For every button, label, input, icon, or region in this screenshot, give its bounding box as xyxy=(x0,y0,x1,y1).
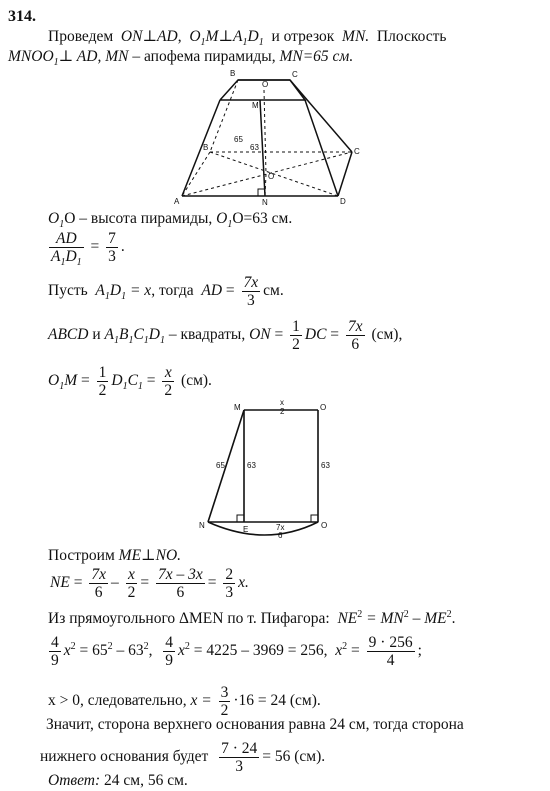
label-a: A xyxy=(174,197,180,206)
label-c1: C xyxy=(292,70,298,79)
math-o: O xyxy=(189,28,201,45)
o1m-line xyxy=(48,364,212,399)
math: O xyxy=(216,210,228,227)
label-7x: 7x xyxy=(276,523,285,532)
unit: (см). xyxy=(181,372,212,390)
sub: 1 xyxy=(242,37,248,49)
denominator: 2 xyxy=(220,702,229,719)
math: O xyxy=(48,210,60,227)
numerator: 4 xyxy=(165,634,174,651)
text: O – высота пирамиды, xyxy=(64,210,213,227)
math: x. xyxy=(238,574,249,592)
equals: = xyxy=(90,238,100,256)
let-line xyxy=(48,274,284,309)
numerator: AD xyxy=(49,230,84,248)
numerator: 7 xyxy=(108,230,116,247)
text: Из прямоугольного ΔMEN по т. Пифагора: xyxy=(48,610,330,627)
math: NO. xyxy=(155,547,182,564)
fraction xyxy=(106,230,118,265)
conclusion-line-1: Значит, сторона верхнего основания равна 24 см, тогда сторона xyxy=(46,716,464,733)
ne-line xyxy=(50,566,249,601)
sub: 1 xyxy=(59,219,65,231)
math: – ME xyxy=(412,610,447,627)
fraction xyxy=(163,634,175,669)
fraction xyxy=(219,684,231,719)
label-e: E xyxy=(243,525,249,534)
sup: 2 xyxy=(70,640,76,652)
math: A xyxy=(95,282,105,300)
math: M xyxy=(64,372,78,390)
numerator: 7x xyxy=(243,274,259,291)
punct: . xyxy=(451,610,456,627)
math-m: M xyxy=(205,28,219,45)
math-mn-value: MN=65 см. xyxy=(279,48,354,65)
label-x-den: 2 xyxy=(280,407,285,416)
denominator: 3 xyxy=(225,584,234,601)
fraction xyxy=(290,318,302,353)
text: x > 0, следовательно, xyxy=(48,692,187,710)
label-m: M xyxy=(252,101,259,110)
sup: 2 xyxy=(143,640,149,652)
label-63: 63 xyxy=(250,143,259,152)
math: = MN xyxy=(366,610,404,627)
label-o1: O xyxy=(262,80,269,89)
fraction xyxy=(89,566,108,601)
denominator: 9 xyxy=(165,652,174,669)
sub: 1 xyxy=(59,381,65,393)
numerator: 3 xyxy=(220,684,229,701)
math: D xyxy=(109,282,122,300)
sup: 2 xyxy=(446,608,452,620)
math: C xyxy=(127,372,138,390)
numerator: 7x xyxy=(91,566,106,583)
sub: 1 xyxy=(200,37,206,49)
denominator: 3 xyxy=(235,758,244,775)
denominator: 6 xyxy=(176,584,185,601)
word: – апофема пирамиды, xyxy=(132,48,276,65)
unit: см. xyxy=(263,282,284,300)
punct: , xyxy=(148,642,153,660)
numerator: x xyxy=(162,364,174,382)
equals: = xyxy=(73,574,83,592)
numerator: 9 · 256 xyxy=(368,634,413,651)
sub: 1 xyxy=(113,335,119,347)
math-a: A xyxy=(233,28,243,45)
conclusion-line-2 xyxy=(40,740,325,775)
numerator: 4 xyxy=(51,634,59,651)
label-d: D xyxy=(340,197,346,206)
word: Проведем xyxy=(48,28,114,45)
math: x xyxy=(335,642,343,660)
sup: 2 xyxy=(403,608,409,620)
sub: 1 xyxy=(258,37,264,49)
math: A xyxy=(104,326,114,344)
math-plane: MNOO xyxy=(8,48,54,65)
sub: 1 xyxy=(160,335,165,347)
sup: 2 xyxy=(342,640,348,652)
numerator: 7x xyxy=(347,318,363,335)
text: O=63 см. xyxy=(232,210,293,227)
sup: 2 xyxy=(107,640,113,652)
numerator: 1 xyxy=(98,364,107,381)
fraction xyxy=(126,566,138,601)
ratio-line xyxy=(46,230,125,269)
text: = 65 xyxy=(79,642,108,660)
fraction xyxy=(346,318,365,353)
math: D xyxy=(148,326,160,344)
math: ABCD xyxy=(48,326,89,344)
equals: = xyxy=(225,282,235,300)
x-line xyxy=(48,684,321,719)
label-o: O xyxy=(321,521,328,530)
fraction xyxy=(219,740,259,775)
label-63b: 63 xyxy=(321,461,330,470)
word: и xyxy=(92,326,101,344)
math: C xyxy=(133,326,144,344)
sup: 2 xyxy=(357,608,363,620)
answer-value: 24 см, 56 см. xyxy=(104,772,188,789)
denom-d: D xyxy=(65,248,77,265)
fraction xyxy=(97,364,109,399)
numerator: 2 xyxy=(225,566,234,583)
label-63a: 63 xyxy=(247,461,256,470)
height-line xyxy=(48,210,293,231)
math-mn: MN. xyxy=(342,28,370,45)
equals: = xyxy=(274,326,284,344)
denominator: 2 xyxy=(98,382,107,399)
sub: 1 xyxy=(227,219,233,231)
unit: (см), xyxy=(371,326,403,344)
label-6: 6 xyxy=(278,531,283,540)
perp-symbol: ⊥ xyxy=(141,547,156,564)
denominator: 6 xyxy=(94,584,103,601)
fraction xyxy=(367,634,415,669)
perp-symbol: ⊥ xyxy=(142,28,158,45)
calc-line xyxy=(46,634,422,669)
math-mn: MN xyxy=(105,48,129,65)
fraction xyxy=(223,566,235,601)
denominator: 6 xyxy=(351,336,360,353)
pyramid-figure xyxy=(170,66,360,206)
math: ON xyxy=(249,326,271,344)
label-b1: B xyxy=(230,69,236,78)
word: и отрезок xyxy=(271,28,335,45)
text: ·16 = 24 (см). xyxy=(233,692,321,710)
text-line-1 xyxy=(48,28,447,49)
math-d: D xyxy=(247,28,259,45)
sub: 1 xyxy=(143,335,149,347)
denominator: 3 xyxy=(108,248,116,265)
label-n: N xyxy=(199,521,205,530)
word: , тогда xyxy=(151,282,194,300)
label-65: 65 xyxy=(216,461,225,470)
equals: = xyxy=(146,372,156,390)
label-65: 65 xyxy=(234,135,243,144)
sub: 1 xyxy=(128,335,134,347)
text: = 4225 – 3969 = 256, xyxy=(193,642,328,660)
fraction xyxy=(156,566,205,601)
sub: 1 xyxy=(53,57,59,69)
equals: = xyxy=(207,574,217,592)
numerator: x xyxy=(126,566,138,584)
fraction xyxy=(49,634,61,669)
denominator: 2 xyxy=(127,584,136,601)
label-o1: O xyxy=(320,403,327,412)
math-on: ON xyxy=(120,28,143,45)
squares-line xyxy=(48,318,402,353)
denominator: 2 xyxy=(292,336,300,353)
denom-a: A xyxy=(51,248,61,265)
math: = x xyxy=(129,282,152,300)
sup: 2 xyxy=(184,640,190,652)
word: Пусть xyxy=(48,282,88,300)
sub: 1 xyxy=(76,257,82,269)
math: NE xyxy=(50,574,70,592)
sub: 1 xyxy=(137,381,143,393)
punct: . xyxy=(120,238,125,256)
label-o: O xyxy=(268,172,275,181)
denominator: 2 xyxy=(164,382,173,399)
denominator: 9 xyxy=(51,652,59,669)
minus: – xyxy=(110,574,119,592)
math-ad: AD xyxy=(157,28,178,45)
word: Построим xyxy=(48,547,115,564)
label-b: B xyxy=(203,143,209,152)
equals: = xyxy=(351,642,360,660)
label-n: N xyxy=(262,198,268,206)
math: x xyxy=(63,642,71,660)
pyth-line xyxy=(48,610,455,628)
equals: = xyxy=(81,372,90,390)
section-figure xyxy=(196,398,346,548)
word: – квадраты, xyxy=(168,326,246,344)
word: Плоскость xyxy=(376,28,447,45)
sub: 1 xyxy=(104,291,110,303)
numerator: 7 · 24 xyxy=(221,740,258,757)
problem-number: 314. xyxy=(8,8,36,25)
math: NE xyxy=(337,610,358,627)
perp-symbol: ⊥ xyxy=(218,28,234,45)
text-line-2 xyxy=(8,48,354,69)
label-m: M xyxy=(234,403,241,412)
math: DC xyxy=(304,326,327,344)
equals: = xyxy=(140,574,150,592)
numerator: 1 xyxy=(292,318,300,335)
denominator: 4 xyxy=(386,652,395,669)
math: AD xyxy=(201,282,223,300)
math-plane-perp: ⊥ AD, xyxy=(58,48,102,65)
punct: , xyxy=(177,28,182,45)
math: O xyxy=(48,372,60,390)
answer-label: Ответ: xyxy=(48,772,101,789)
math: B xyxy=(118,326,129,344)
text: нижнего основания будет xyxy=(40,748,209,766)
numerator: 7x – 3x xyxy=(157,566,203,583)
math: ME xyxy=(118,547,142,564)
fraction xyxy=(162,364,174,399)
math: x = xyxy=(190,692,212,710)
math: x xyxy=(178,642,185,660)
label-x: x xyxy=(280,398,284,407)
denominator: 3 xyxy=(246,292,255,309)
sub: 1 xyxy=(121,291,127,303)
label-c: C xyxy=(354,147,360,156)
equals: = xyxy=(330,326,340,344)
build-line xyxy=(48,547,181,565)
answer-line xyxy=(48,772,188,790)
text: – 63 xyxy=(116,642,144,660)
math: D xyxy=(111,372,123,390)
text: = 56 (см). xyxy=(262,748,326,766)
fraction xyxy=(242,274,261,309)
punct: ; xyxy=(417,642,422,660)
sub: 1 xyxy=(60,257,66,269)
sub: 1 xyxy=(122,381,128,393)
fraction xyxy=(49,230,84,269)
